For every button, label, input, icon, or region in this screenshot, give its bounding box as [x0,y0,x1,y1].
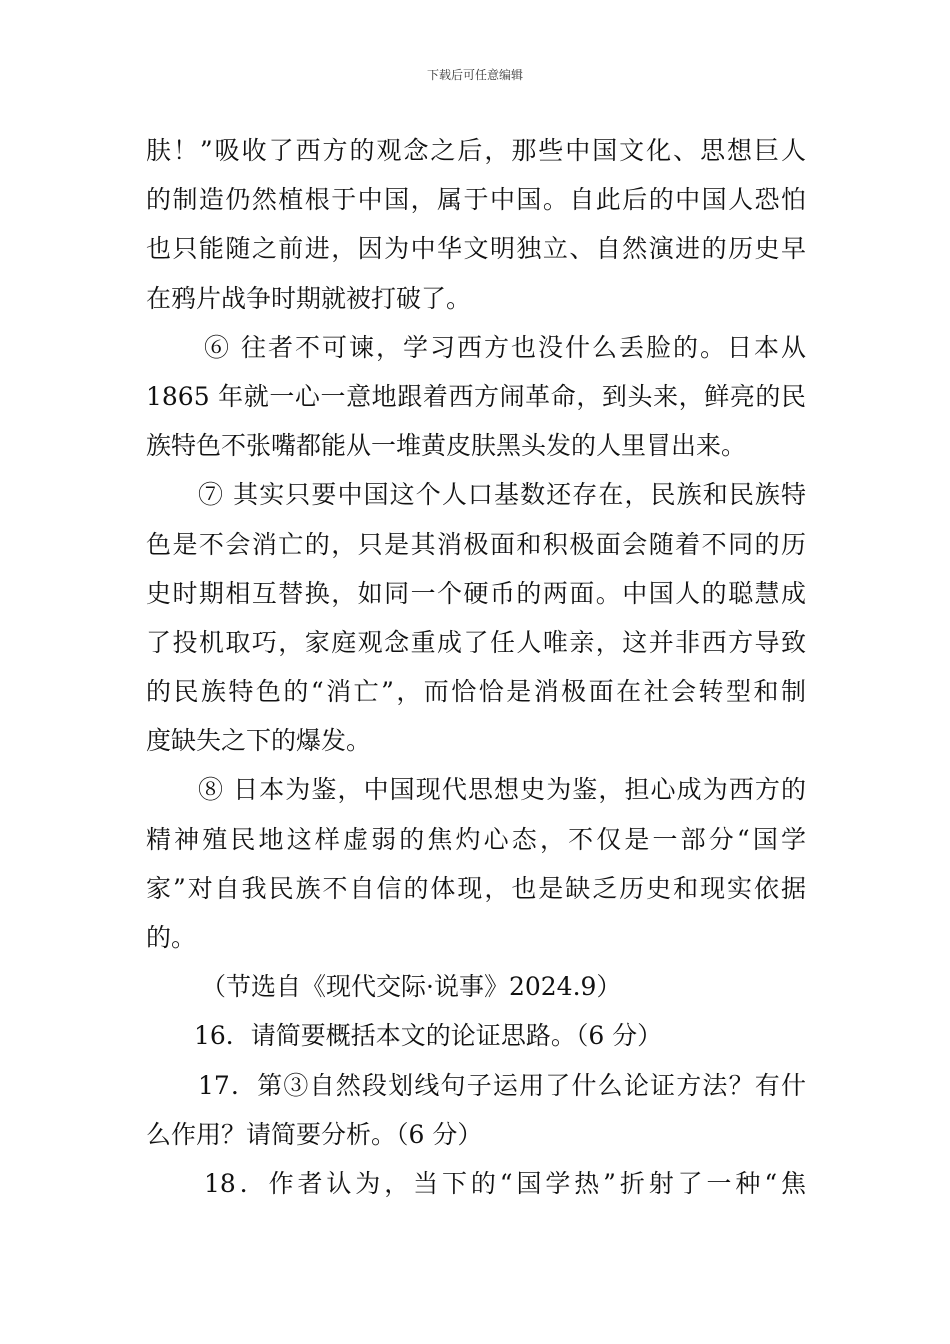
source-citation: （节选自《现代交际·说事》2024.9） [201,972,622,1002]
paragraph-6-start: ⑥ 往者不可谏，学习西方也没什么丢脸的。日本从 [204,332,806,362]
text-line: 色是不会消亡的，只是其消极面和积极面会随着不同的历 [146,529,806,559]
text-line: 1865 年就一心一意地跟着西方闹革命，到头来，鲜亮的民 [146,381,806,411]
text-line: 肤！”吸收了西方的观念之后，那些中国文化、思想巨人 [146,136,806,165]
paragraph-8-start: ⑧ 日本为鉴，中国现代思想史为鉴，担心成为西方的 [198,775,806,805]
text-line: 的民族特色的“消亡”，而恰恰是消极面在社会转型和制 [146,677,806,707]
text-line: 史时期相互替换，如同一个硬币的两面。中国人的聪慧成 [146,578,806,608]
text-line: 在鸦片战争时期就被打破了。 [146,283,472,313]
text-line: 的制造仍然植根于中国，属于中国。自此后的中国人恐怕 [146,185,806,215]
text-line: 精神殖民地这样虚弱的焦灼心态，不仅是一部分“国学 [146,824,806,854]
text-line: 的。 [146,923,197,952]
paragraph-7-start: ⑦ 其实只要中国这个人口基数还存在，民族和民族特 [198,480,806,510]
text-line: 度缺失之下的爆发。 [146,726,372,756]
text-line: 也只能随之前进，因为中华文明独立、自然演进的历史早 [146,234,806,264]
question-18: 18．作者认为，当下的“国学热”折射了一种“焦 [204,1168,806,1198]
text-line: 族特色不张嘴都能从一堆黄皮肤黑头发的人里冒出来。 [146,431,747,461]
text-line: 了投机取巧，家庭观念重成了任人唯亲，这并非西方导致 [146,627,806,657]
text-line: 家”对自我民族不自信的体现，也是缺乏历史和现实依据 [146,873,806,903]
document-body [146,126,806,1208]
page-header: 下载后可任意编辑 [426,68,523,82]
question-17-cont: 么作用？请简要分析。（6 分） [146,1119,483,1149]
question-17: 17．第③自然段划线句子运用了什么论证方法？有什 [198,1070,806,1100]
question-16: 16．请简要概括本文的论证思路。（6 分） [194,1021,663,1051]
